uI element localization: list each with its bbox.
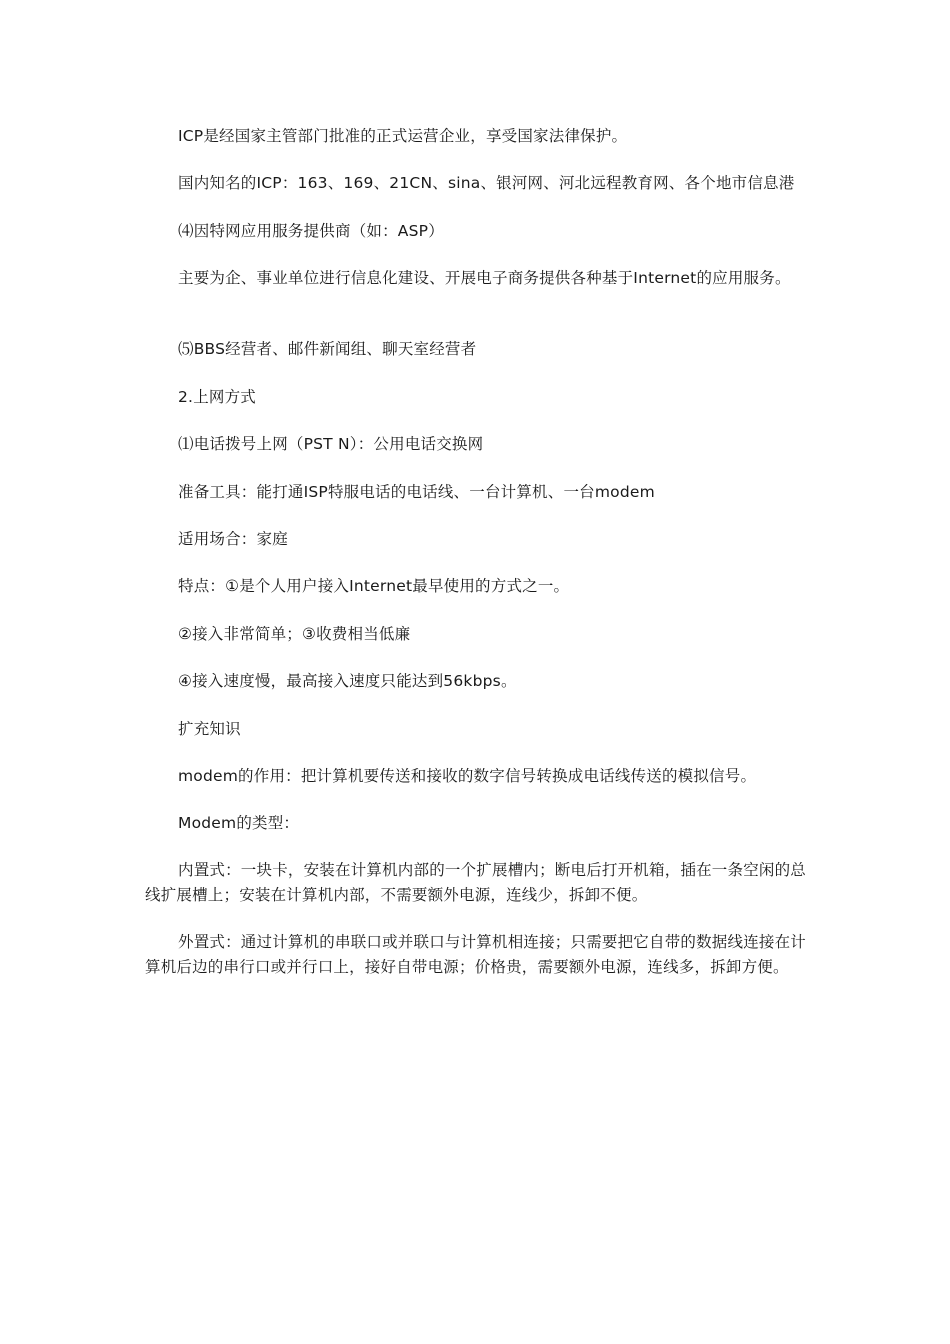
paragraph-modem-types: Modem的类型： [178, 814, 300, 832]
paragraph-use-case: 适用场合：家庭 [178, 530, 288, 548]
paragraph-icp-definition: ICP是经国家主管部门批准的正式运营企业，享受国家法律保护。 [178, 127, 628, 145]
paragraph-external-modem: 外置式：通过计算机的串联口或并联口与计算机相连接；只需要把它自带的数据线连接在计算机后边的串行口或并行口上，接好自带电源；价格贵，需要额外电源，连线多，拆卸方便。 [145, 933, 807, 976]
paragraph-modem-function: modem的作用：把计算机要传送和接收的数字信号转换成电话线传送的模拟信号。 [178, 767, 757, 785]
section-heading-access-methods: 2.上网方式 [178, 388, 256, 406]
paragraph-internal-modem: 内置式：一块卡，安装在计算机内部的一个扩展槽内；断电后打开机箱，插在一条空闲的总线扩展槽上；安装在计算机内部，不需要额外电源，连线少，拆卸不便。 [145, 861, 807, 904]
paragraph-tools: 准备工具：能打通ISP特服电话的电话线、一台计算机、一台modem [178, 483, 655, 501]
paragraph-features-3: ④接入速度慢，最高接入速度只能达到56kbps。 [178, 672, 517, 690]
paragraph-known-icps: 国内知名的ICP：163、169、21CN、sina、银河网、河北远程教育网、各个地市信息港 [178, 174, 795, 192]
section-heading-extended-knowledge: 扩充知识 [178, 720, 241, 738]
paragraph-asp-description: 主要为企、事业单位进行信息化建设、开展电子商务提供各种基于Internet的应用服务。 [178, 269, 791, 287]
paragraph-features-2: ②接入非常简单；③收费相当低廉 [178, 625, 411, 643]
paragraph-asp-heading: ⑷因特网应用服务提供商（如：ASP） [178, 222, 444, 240]
paragraph-dialup-heading: ⑴电话拨号上网（PST N）：公用电话交换网 [178, 435, 484, 453]
paragraph-features-1: 特点：①是个人用户接入Internet最早使用的方式之一。 [178, 577, 570, 595]
paragraph-bbs-operators: ⑸BBS经营者、邮件新闻组、聊天室经营者 [178, 340, 477, 358]
